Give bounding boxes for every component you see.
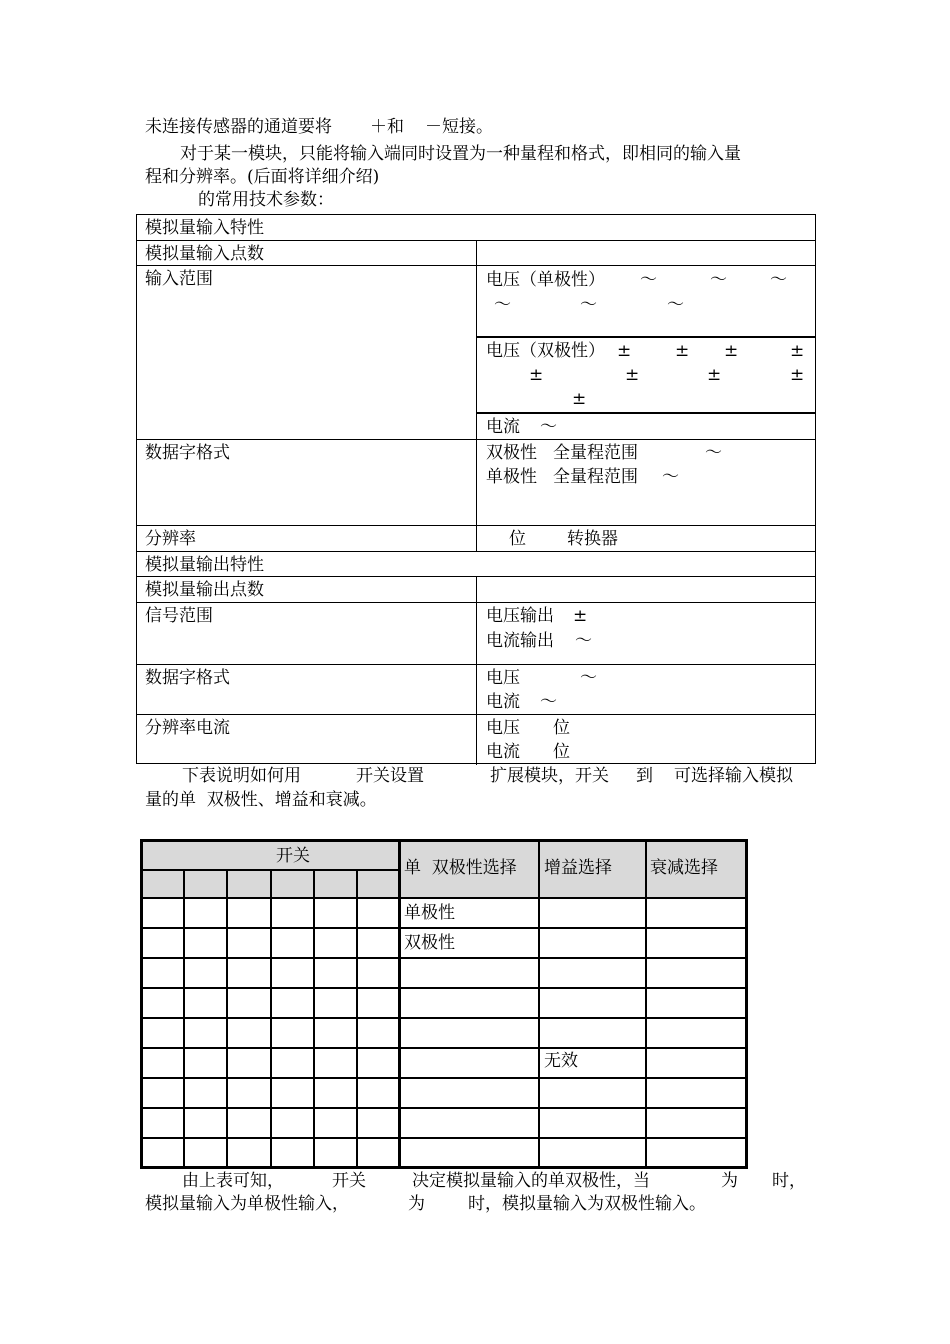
spec-divider [476, 241, 477, 266]
spec-tilde: ～ [667, 295, 684, 315]
spec-signal-range-label: 信号范围 [145, 606, 213, 626]
spec-table [136, 214, 816, 764]
spec-pm: ± [529, 365, 544, 385]
spec-input-section: 模拟量输入特性 [145, 218, 264, 238]
middle-text-e: 可选择输入模拟 [674, 766, 793, 786]
spec-voltage-unipolar-label: 电压（单极性） [486, 270, 605, 290]
spec-current-bits-unit: 位 [553, 742, 570, 762]
switch-rule [140, 1077, 748, 1079]
spec-output-section: 模拟量输出特性 [145, 555, 264, 575]
switch-rule [313, 869, 315, 1169]
spec-subdivider-2 [476, 412, 815, 414]
spec-divider [476, 526, 477, 552]
spec-tilde: ～ [575, 631, 592, 651]
spec-voltage-output-label: 电压输出 [486, 606, 554, 626]
switch-rule [140, 839, 143, 1169]
middle-text-c: 扩展模块，开关 [490, 766, 609, 786]
spec-row-data-format-2 [137, 664, 815, 715]
spec-unipolar-a: 单极性 [486, 467, 537, 487]
intro-para2-line2: 程和分辨率。(后面将详细介绍) [145, 167, 380, 187]
spec-pm: ± [573, 606, 588, 626]
spec-divider [476, 440, 477, 526]
spec-tilde: ～ [494, 295, 511, 315]
switch-rule [140, 957, 748, 959]
intro-text-c: －短接。 [425, 117, 493, 137]
spec-resolution-a: 位 [509, 529, 526, 549]
switch-rule [183, 869, 185, 1169]
spec-pm: ± [790, 341, 805, 361]
switch-header-gain: 增益选择 [544, 858, 612, 878]
spec-pm: ± [724, 341, 739, 361]
spec-tilde: ～ [580, 295, 597, 315]
spec-row-data-format [137, 439, 815, 526]
spec-output-points-label: 模拟量输出点数 [145, 580, 264, 600]
footer-text-f: 模拟量输入为单极性输入， [145, 1194, 349, 1214]
footer-text-e: 时， [772, 1171, 806, 1191]
footer-text-g: 为 [408, 1194, 425, 1214]
spec-bipolar-a: 双极性 [486, 443, 537, 463]
spec-pm: ± [617, 341, 632, 361]
switch-header-polarity: 单 双极性选择 [404, 858, 517, 878]
footer-text-a: 由上表可知， [182, 1171, 284, 1191]
spec-tilde: ～ [662, 467, 679, 487]
footer-text-d: 为 [721, 1171, 738, 1191]
spec-current-label: 电流 [486, 417, 520, 437]
spec-pm: ± [675, 341, 690, 361]
spec-divider [476, 577, 477, 603]
intro-text-b: ＋和 [370, 117, 404, 137]
switch-rule [140, 1017, 748, 1019]
switch-rule [226, 869, 228, 1169]
switch-rule [270, 869, 272, 1169]
spec-tilde: ～ [705, 443, 722, 463]
spec-pm: ± [790, 365, 805, 385]
spec-data-format2-label: 数据字格式 [145, 668, 230, 688]
spec-input-range-label: 输入范围 [145, 269, 213, 289]
spec-pm: ± [707, 365, 722, 385]
spec-tilde: ～ [640, 270, 657, 290]
spec-row-resolution-current [137, 714, 815, 765]
spec-tilde: ～ [540, 417, 557, 437]
spec-row-input-range [137, 265, 815, 440]
switch-table [140, 839, 748, 1169]
switch-rule [140, 1166, 748, 1169]
spec-current-bits-label: 电流 [486, 742, 520, 762]
intro-para2-line1: 对于某一模块，只能将输入端同时设置为一种量程和格式，即相同的输入量 [180, 144, 741, 164]
switch-row6-gain: 无效 [544, 1051, 578, 1071]
spec-tilde: ～ [770, 270, 787, 290]
spec-current-output-label: 电流输出 [486, 631, 554, 651]
switch-rule [538, 839, 540, 1169]
switch-rule [140, 839, 748, 842]
middle-text-a: 下表说明如何用 [182, 766, 301, 786]
spec-row-input-section [137, 215, 815, 240]
switch-rule [645, 839, 647, 1169]
switch-rule [140, 1047, 748, 1049]
spec-row-output-section [137, 551, 815, 577]
spec-voltage2-label: 电压 [486, 668, 520, 688]
switch-rule [398, 839, 401, 1169]
switch-rule [356, 869, 358, 1169]
switch-rule [140, 897, 748, 899]
switch-rule [140, 927, 748, 929]
spec-input-points-label: 模拟量输入点数 [145, 244, 264, 264]
spec-bipolar-b: 全量程范围 [553, 443, 638, 463]
spec-subdivider-1 [476, 336, 815, 338]
spec-divider [476, 603, 477, 665]
spec-pm: ± [625, 365, 640, 385]
spec-tilde: ～ [540, 692, 557, 712]
intro-para3: 的常用技术参数： [198, 190, 334, 210]
spec-tilde: ～ [710, 270, 727, 290]
spec-tilde: ～ [580, 668, 597, 688]
spec-unipolar-b: 全量程范围 [553, 467, 638, 487]
middle-text-d: 到 [636, 766, 653, 786]
spec-row-resolution [137, 525, 815, 552]
switch-row2-polarity: 双极性 [404, 933, 455, 953]
spec-voltage-bipolar-label: 电压（双极性） [486, 341, 605, 361]
spec-row-input-points [137, 240, 815, 266]
spec-divider [476, 665, 477, 715]
footer-text-c: 决定模拟量输入的单双极性，当 [412, 1171, 650, 1191]
intro-text-a: 未连接传感器的通道要将 [145, 117, 332, 137]
footer-text-h: 时，模拟量输入为双极性输入。 [468, 1194, 706, 1214]
switch-row1-polarity: 单极性 [404, 903, 455, 923]
spec-row-signal-range [137, 602, 815, 665]
footer-text-b: 开关 [332, 1171, 366, 1191]
spec-resolution-label: 分辨率 [145, 529, 196, 549]
spec-voltage-bits-label: 电压 [486, 718, 520, 738]
spec-row-output-points [137, 576, 815, 603]
middle-line-2: 量的单 双极性、增益和衰减。 [145, 790, 377, 810]
switch-rule [140, 987, 748, 989]
spec-divider [476, 715, 477, 765]
spec-resolution-b: 转换器 [567, 529, 618, 549]
middle-text-b: 开关设置 [356, 766, 424, 786]
spec-current2-label: 电流 [486, 692, 520, 712]
spec-resolution-current-label: 分辨率电流 [145, 718, 230, 738]
spec-pm: ± [572, 389, 587, 409]
switch-rule [140, 1137, 748, 1139]
switch-rule [745, 839, 748, 1169]
spec-data-format-label: 数据字格式 [145, 443, 230, 463]
switch-rule [140, 1107, 748, 1109]
spec-voltage-bits-unit: 位 [553, 718, 570, 738]
switch-header-switch: 开关 [276, 846, 310, 866]
switch-header-atten: 衰减选择 [650, 858, 718, 878]
